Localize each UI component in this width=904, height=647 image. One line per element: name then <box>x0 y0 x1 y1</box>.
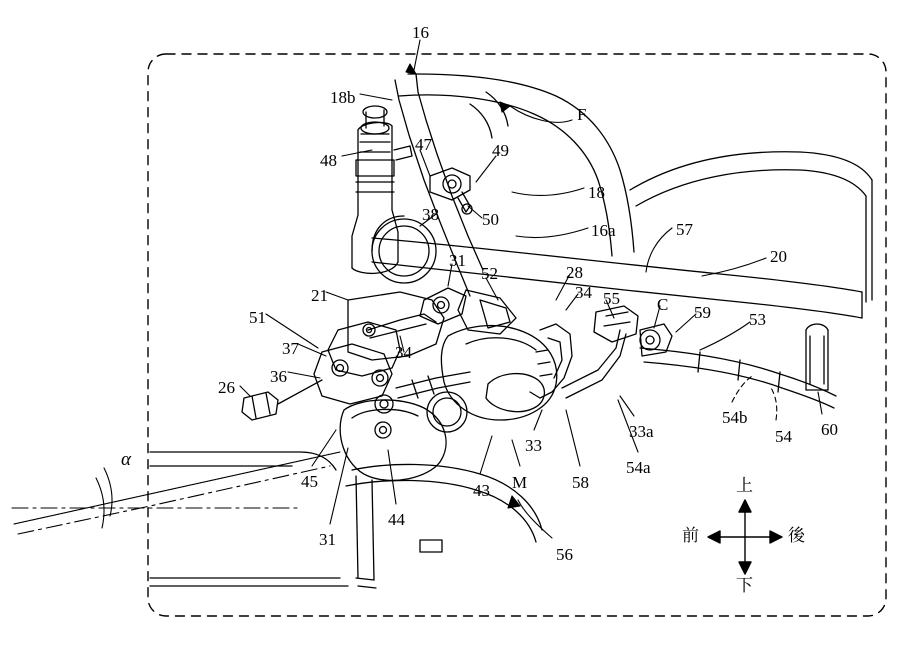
ref-label-F: F <box>577 105 587 124</box>
ref-label-18: 18 <box>588 183 605 202</box>
ref-label-26: 26 <box>218 378 235 397</box>
ref-label-44: 44 <box>388 510 405 529</box>
ref-label-59: 59 <box>694 303 711 322</box>
ref-label-21: 21 <box>311 286 328 305</box>
ref-label-33: 33 <box>525 436 542 455</box>
ref-label-33a: 33a <box>629 422 654 441</box>
pivot-and-case <box>150 303 836 588</box>
compass-label-up: 上 <box>736 476 753 496</box>
compass-label-front: 前 <box>682 526 699 546</box>
ref-label-37: 37 <box>282 339 299 358</box>
ref-label-16a: 16a <box>591 221 616 240</box>
ref-label-20: 20 <box>770 247 787 266</box>
ref-label-31-upper: 31 <box>449 251 466 270</box>
ref-label-56: 56 <box>556 545 573 564</box>
compass-label-rear: 後 <box>788 526 805 546</box>
ref-label-C: C <box>657 295 669 314</box>
ref-label-60: 60 <box>821 420 838 439</box>
ref-label-M: M <box>512 473 528 492</box>
ref-label-31-lower: 31 <box>319 530 336 549</box>
ref-label-54a: 54a <box>626 458 651 477</box>
ref-label-52: 52 <box>481 264 498 283</box>
ref-label-55: 55 <box>603 289 620 308</box>
ref-label-16: 16 <box>412 23 429 42</box>
ref-label-53: 53 <box>749 310 766 329</box>
angle-alpha-lines <box>12 449 340 534</box>
ref-label-58: 58 <box>572 473 589 492</box>
ref-label-54: 54 <box>775 427 792 446</box>
ref-label-49: 49 <box>492 141 509 160</box>
compass-label-down: 下 <box>736 576 753 596</box>
ref-label-28: 28 <box>566 263 583 282</box>
ref-label-43: 43 <box>473 481 490 500</box>
ref-label-51: 51 <box>249 308 266 327</box>
ref-label-36: 36 <box>270 367 287 386</box>
main-frame-tube <box>372 74 872 318</box>
ref-label-48: 48 <box>320 151 337 170</box>
ref-label-54b: 54b <box>722 408 748 427</box>
orientation-compass <box>708 500 782 574</box>
ref-label-57: 57 <box>676 220 693 239</box>
ref-label-47: 47 <box>415 135 432 154</box>
ref-label-45: 45 <box>301 472 318 491</box>
ref-label-50: 50 <box>482 210 499 229</box>
ref-label-34-lower: 34 <box>395 343 412 362</box>
ref-label-alpha: α <box>121 449 131 470</box>
ref-label-18b: 18b <box>330 88 356 107</box>
ref-label-38: 38 <box>422 205 439 224</box>
ref-label-34-upper: 34 <box>575 283 592 302</box>
figure-border <box>148 54 886 616</box>
